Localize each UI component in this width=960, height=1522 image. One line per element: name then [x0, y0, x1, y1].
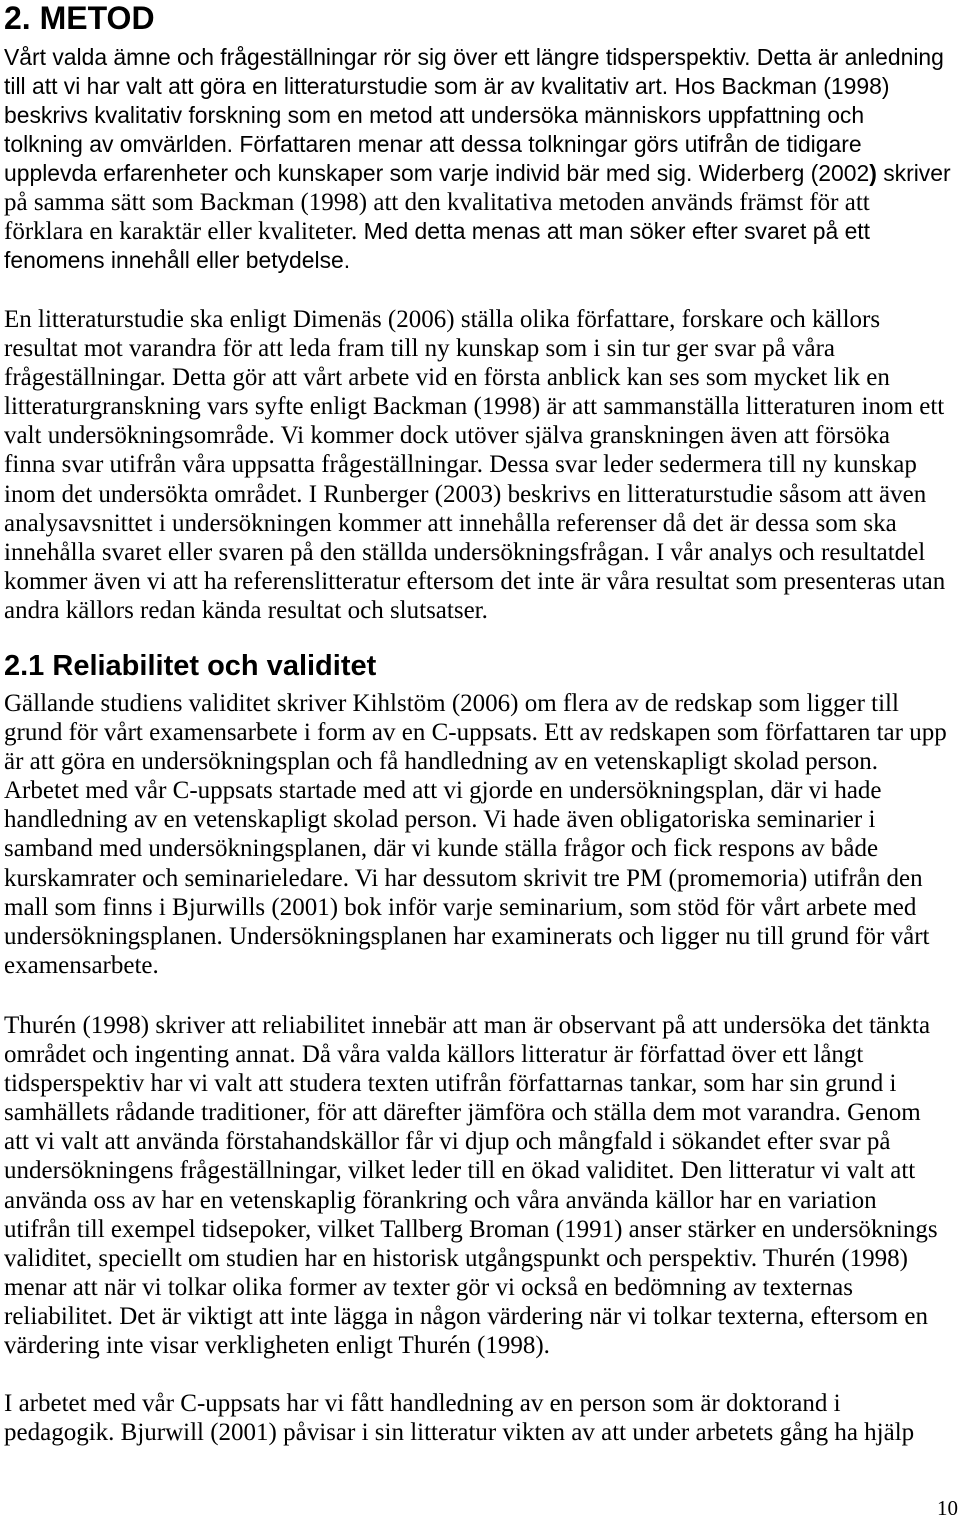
section-heading: 2. METOD	[4, 0, 155, 36]
text-line: mall som finns i Bjurwills (2001) bok inför varje seminarium, som stöd för vårt arbete med	[4, 893, 917, 921]
text-line: handledning av en vetenskapligt skolad person. Vi hade även obligatoriska seminarier i	[4, 806, 876, 834]
text-segment: upplevda erfarenheter och kunskaper som varje individ bär med sig. Widerberg (2002	[4, 159, 870, 186]
text-segment: skriver	[876, 159, 951, 186]
text-line: kurskamrater och seminarieledare. Vi har dessutom skrivit tre PM (promemoria) utifrån den	[4, 864, 923, 892]
text-line	[4, 159, 951, 188]
text-line	[4, 217, 951, 246]
text-line: är att göra en undersökningsplan och få handledning av en vetenskapligt skolad person.	[4, 748, 879, 776]
text-line: frågeställningar. Detta gör att vårt arbete vid en första anblick kan ses som mycket lik en	[4, 364, 890, 392]
body-paragraph	[4, 1389, 914, 1447]
text-line: att vi valt att använda förstahandskällor får vi djup och mångfald i sökandet efter svar på	[4, 1128, 891, 1156]
text-line: analysavsnittet i undersökningen kommer att innehålla referenser då det är dessa som ska	[4, 509, 897, 537]
text-line: beskrivs kvalitativ forskning som en metod att undersöka människors uppfattning och	[4, 101, 865, 128]
text-line: använda oss av har en vetenskaplig förankring och våra använda källor har en variation	[4, 1186, 877, 1214]
text-line: valt undersökningsområde. Vi kommer dock utöver själva granskningen även att försöka	[4, 422, 891, 450]
text-line: examensarbete.	[4, 951, 159, 979]
text-line: tidsperspektiv har vi valt att studera texten utifrån författarnas tankar, som har sin grund i	[4, 1070, 897, 1098]
text-segment: förklara en karaktär eller kvaliteter.	[4, 218, 358, 246]
text-line: på samma sätt som Backman (1998) att den kvalitativa metoden används främst för att	[4, 188, 870, 216]
text-line: litteraturgranskning vars syfte enligt Backman (1998) är att sammanställa litteraturen inom ett	[4, 393, 945, 421]
text-line: Vårt valda ämne och frågeställningar rör sig över ett längre tidsperspektiv. Detta är anledning	[4, 43, 944, 70]
text-line: grund för vårt examensarbete i form av en C-uppsats. Ett av redskapen som författaren tar upp	[4, 719, 947, 747]
text-line: inom det undersökta området. I Runberger (2003) beskrivs en litteraturstudie såsom att även	[4, 480, 927, 508]
text-line: tolkning av omvärlden. Författaren menar att dessa tolkningar görs utifrån de tidigare	[4, 130, 862, 157]
text-line: fenomens innehåll eller betydelse.	[4, 247, 351, 274]
text-line: Gällande studiens validitet skriver Kihlstöm (2006) om flera av de redskap som ligger till	[4, 690, 899, 717]
text-line: Arbetet med vår C-uppsats startade med att vi gjorde en undersökningsplan, där vi hade	[4, 777, 882, 805]
text-line: samband med undersökningsplanen, där vi kunde ställa frågor och fick respons av både	[4, 835, 879, 863]
text-line: kommer även vi att ha referenslitteratur eftersom det inte är våra resultat som presenteras utan	[4, 567, 946, 595]
text-line: till att vi har valt att göra en litteraturstudie som är av kvalitativ art. Hos Backman (1998)	[4, 72, 890, 99]
text-line: reliabilitet. Det är viktigt att inte lägga in någon värdering när vi tolkar texterna, eftersom en	[4, 1302, 928, 1330]
body-paragraph	[4, 1011, 938, 1360]
text-line: resultat mot varandra för att leda fram till ny kunskap som i sin tur ger svar på våra	[4, 335, 835, 363]
text-line: undersökningens frågeställningar, vilket leder till en ökad validitet. Den litteratur vi valt att	[4, 1157, 916, 1185]
text-line: finna svar utifrån våra uppsatta frågeställningar. Dessa svar leder sedermera till ny kunskap	[4, 451, 917, 479]
text-line: En litteraturstudie ska enligt Dimenäs (2006) ställa olika författare, forskare och källors	[4, 306, 881, 333]
text-line: Thurén (1998) skriver att reliabilitet innebär att man är observant på att undersöka det tänkta	[4, 1012, 931, 1039]
text-segment: Med detta menas att man söker efter svaret på ett	[357, 218, 871, 245]
text-line: pedagogik. Bjurwill (2001) påvisar i sin litteratur vikten av att under arbetets gång ha hjälp	[4, 1419, 915, 1447]
text-line: undersökningsplanen. Undersökningsplanen har examinerats och ligger nu till grund för vårt	[4, 922, 930, 950]
text-line: validitet, speciellt om studien har en historisk utgångspunkt och perspektiv. Thurén (1998)	[4, 1244, 908, 1272]
body-paragraph	[4, 305, 945, 625]
text-line: I arbetet med vår C-uppsats har vi fått handledning av en person som är doktorand i	[4, 1390, 841, 1417]
text-line: utifrån till exempel tidsepoker, vilket Tallberg Broman (1991) anser stärker en undersöknings	[4, 1215, 938, 1243]
section-heading: 2.1 Reliabilitet och validitet	[4, 650, 377, 682]
text-line: samhällets rådande traditioner, för att därefter jämföra och ställa dem mot varandra. Genom	[4, 1099, 921, 1127]
text-line: menar att när vi tolkar olika former av texter gör vi också en bedömning av texternas	[4, 1273, 853, 1301]
bold-text-segment: )	[869, 159, 877, 186]
text-line: området och ingenting annat. Då våra valda källors litteratur är författad över ett långt	[4, 1041, 864, 1069]
text-line: andra källors redan kända resultat och slutsatser.	[4, 596, 488, 624]
text-line: värdering inte visar verkligheten enligt Thurén (1998).	[4, 1332, 550, 1360]
body-paragraph	[4, 689, 947, 980]
body-paragraph	[4, 43, 951, 276]
page-number: 10	[937, 1496, 958, 1520]
text-line: innehålla svaret eller svaren på den ställda undersökningsfrågan. I vår analys och resultatdel	[4, 538, 926, 566]
